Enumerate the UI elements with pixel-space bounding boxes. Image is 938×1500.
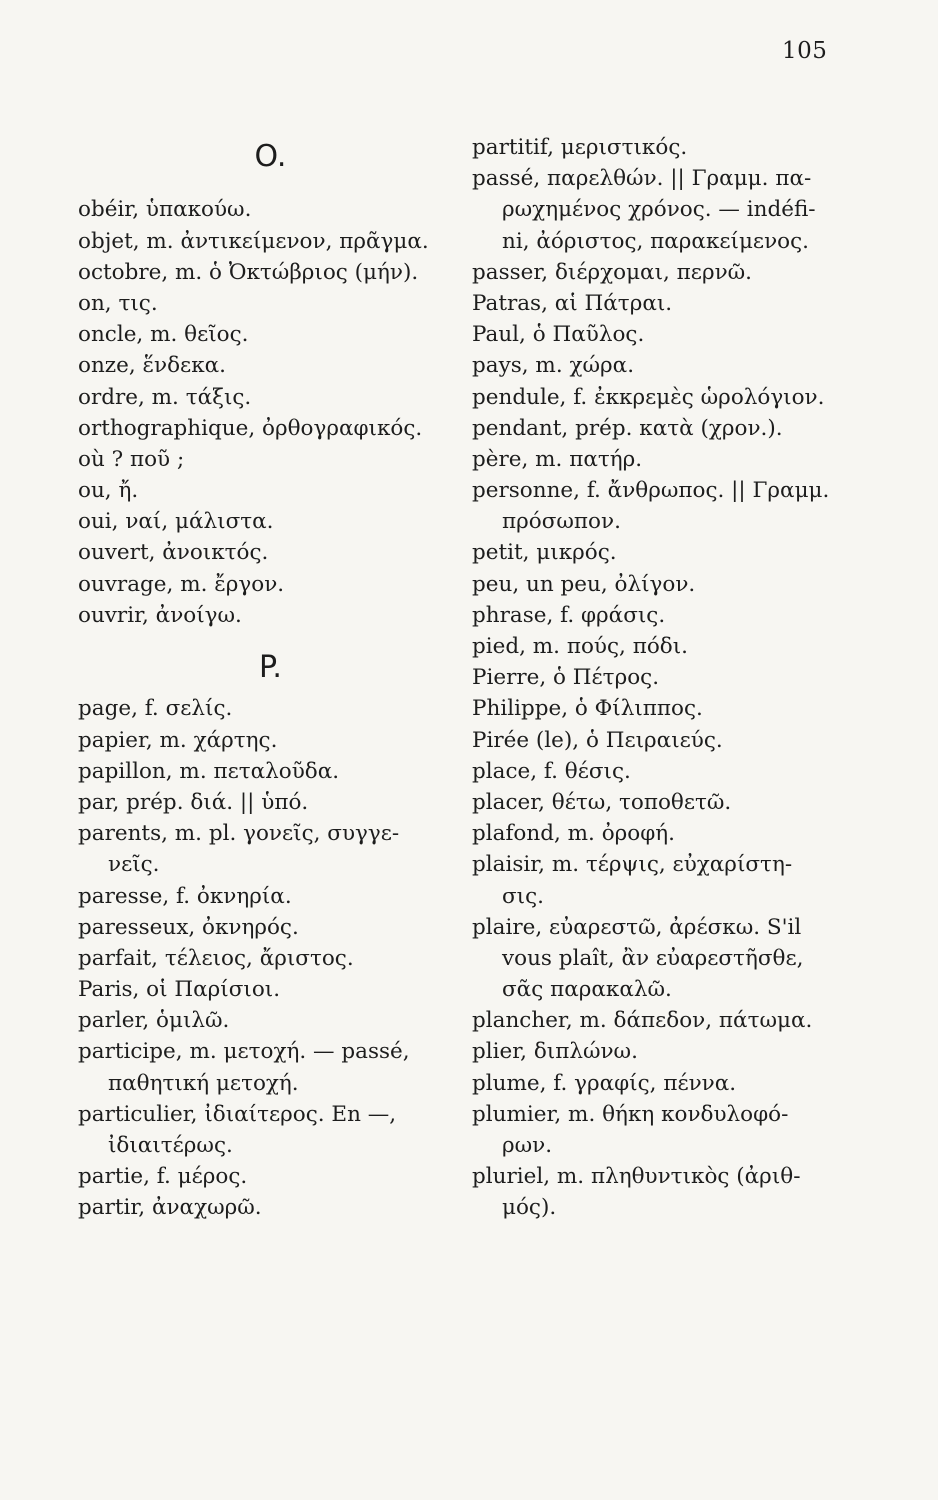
dictionary-entry: oui, ναί, μάλιστα.	[78, 509, 274, 535]
dictionary-entry: partitif, μεριστικός.	[472, 135, 688, 160]
dictionary-entry: papillon, m. πεταλοῦδα.	[78, 758, 340, 784]
dictionary-entry: parents, m. pl. γονεῖς, συγγε-	[78, 821, 400, 847]
dictionary-entry: particulier, ἰδιαίτερος. En —,	[78, 1101, 397, 1127]
dictionary-entry: papier, m. χάρτης.	[78, 727, 278, 753]
dictionary-entry: Paris, οἱ Παρίσιοι.	[78, 977, 281, 1003]
dictionary-entry: ou, ἤ.	[78, 478, 139, 504]
dictionary-entry: placer, θέτω, τοποθετῶ.	[472, 789, 732, 815]
dictionary-entry-continuation: ρων.	[502, 1133, 553, 1158]
dictionary-entry: on, τις.	[78, 290, 158, 316]
dictionary-entry: par, prép. διά. || ὑπό.	[78, 789, 309, 815]
dictionary-entry: ouvert, ἀνοικτός.	[78, 540, 269, 566]
dictionary-entry-continuation: ni, ἀόριστος, παρακείμενος.	[502, 228, 809, 254]
dictionary-entry-continuation: vous plaît, ἂν εὐαρεστῆσθε,	[502, 945, 804, 971]
dictionary-entry: onze, ἕνδεκα.	[78, 353, 226, 379]
dictionary-entry: plier, διπλώνω.	[472, 1039, 638, 1065]
dictionary-entry: oncle, m. θεῖος.	[78, 322, 249, 348]
dictionary-entry: où ? ποῦ ;	[78, 446, 185, 472]
dictionary-entry: pluriel, m. πληθυντικὸς (ἀριθ-	[472, 1164, 801, 1190]
dictionary-entry: peu, un peu, ὀλίγον.	[472, 571, 696, 597]
dictionary-entry-continuation: ρωχημένος χρόνος. — indéfi-	[502, 197, 816, 223]
dictionary-entry: personne, f. ἄνθρωπος. || Γραμμ.	[472, 478, 830, 504]
dictionary-entry: partie, f. μέρος.	[78, 1164, 248, 1190]
dictionary-entry: Pierre, ὁ Πέτρος.	[472, 665, 660, 691]
dictionary-entry: obéir, ὑπακούω.	[78, 197, 252, 223]
dictionary-entry-continuation: σις.	[502, 883, 544, 909]
dictionary-entry: participe, m. μετοχή. — passé,	[78, 1039, 410, 1065]
section-letter: P.	[259, 650, 282, 686]
dictionary-entry: plumier, m. θήκη κονδυλοφό-	[472, 1101, 789, 1127]
dictionary-entry: pied, m. πούς, πόδι.	[472, 634, 688, 659]
dictionary-entry: plume, f. γραφίς, πέννα.	[472, 1070, 737, 1096]
dictionary-entry: orthographique, ὀρθογραφικός.	[78, 415, 423, 441]
dictionary-entry: page, f. σελίς.	[78, 696, 233, 722]
section-letter: O.	[254, 139, 287, 174]
dictionary-entry-continuation: νεῖς.	[108, 852, 160, 878]
dictionary-entry: passé, παρελθών. || Γραμμ. πα-	[472, 166, 812, 192]
dictionary-entry: octobre, m. ὁ Ὀκτώβριος (μήν).	[78, 259, 419, 285]
page-number: 105	[782, 38, 828, 64]
dictionary-entry: plafond, m. ὀροφή.	[472, 821, 675, 847]
dictionary-entry: place, f. θέσις.	[472, 758, 631, 784]
dictionary-entry: Pirée (le), ὁ Πειραιεύς.	[472, 727, 723, 753]
left-column	[78, 132, 463, 1224]
dictionary-entry: partir, ἀναχωρῶ.	[78, 1195, 262, 1221]
dictionary-entry: pendule, f. ἐκκρεμὲς ὡρολόγιον.	[472, 384, 825, 410]
dictionary-entry: Patras, αἱ Πάτραι.	[472, 290, 673, 316]
dictionary-entry: paresseux, ὀκνηρός.	[78, 914, 299, 940]
dictionary-entry: objet, m. ἀντικείμενον, πρᾶγμα.	[78, 228, 429, 254]
dictionary-entry: plancher, m. δάπεδον, πάτωμα.	[472, 1008, 813, 1034]
dictionary-entry: père, m. πατήρ.	[472, 446, 643, 472]
dictionary-entry-continuation: παθητική μετοχή.	[108, 1070, 299, 1096]
dictionary-entry: paresse, f. ὀκνηρία.	[78, 883, 292, 909]
dictionary-entry: plaire, εὐαρεστῶ, ἀρέσκω. S'il	[472, 914, 802, 940]
dictionary-entry: ouvrir, ἀνοίγω.	[78, 602, 242, 628]
dictionary-entry: petit, μικρός.	[472, 540, 617, 566]
dictionary-entry-continuation: μός).	[502, 1195, 557, 1221]
dictionary-entry: Paul, ὁ Παῦλος.	[472, 322, 645, 348]
dictionary-entry: phrase, f. φράσις.	[472, 602, 666, 628]
dictionary-entry: pendant, prép. κατὰ (χρον.).	[472, 415, 783, 441]
dictionary-entry-continuation: πρόσωπον.	[502, 509, 621, 535]
dictionary-entry: parfait, τέλειος, ἄριστος.	[78, 945, 354, 971]
dictionary-entry: plaisir, m. τέρψις, εὐχαρίστη-	[472, 852, 793, 878]
dictionary-entry: Philippe, ὁ Φίλιππος.	[472, 696, 703, 722]
dictionary-entry: pays, m. χώρα.	[472, 353, 635, 379]
dictionary-entry: parler, ὁμιλῶ.	[78, 1008, 230, 1034]
dictionary-entry-continuation: σᾶς παρακαλῶ.	[502, 977, 672, 1003]
dictionary-entry-continuation: ἰδιαιτέρως.	[108, 1133, 233, 1159]
right-column	[472, 132, 872, 1224]
dictionary-entry: ordre, m. τάξις.	[78, 384, 252, 410]
dictionary-entry: ouvrage, m. ἔργον.	[78, 571, 285, 597]
dictionary-entry: passer, διέρχομαι, περνῶ.	[472, 259, 753, 285]
